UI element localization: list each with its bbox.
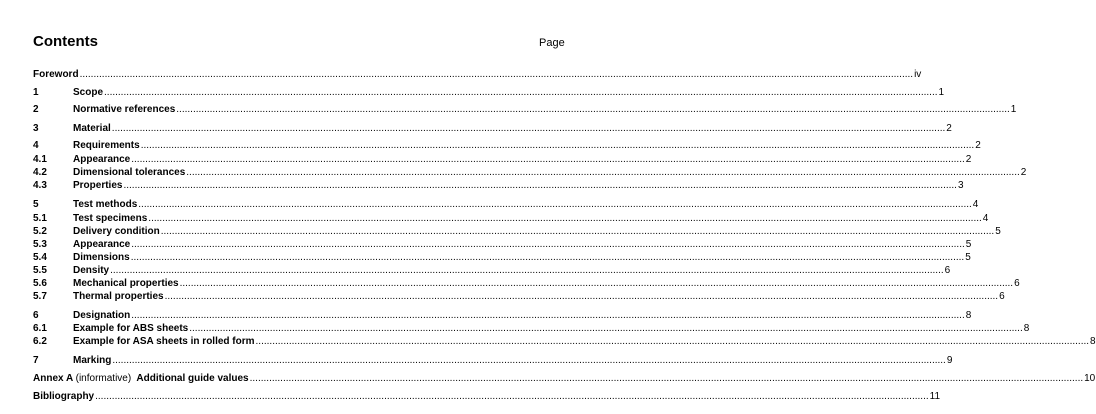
toc-entry-5[interactable] — [33, 198, 979, 211]
dot-leader: ............................................................................................................................................................................................................................................................................................................ — [164, 291, 999, 302]
toc-entry-7[interactable] — [33, 354, 953, 367]
toc-entry-label: Density — [73, 265, 110, 276]
toc-entry-label: Test specimens — [73, 213, 148, 224]
dot-leader: ............................................................................................................................................................................................................................................................................................................ — [130, 252, 965, 263]
toc-entry-page: 2 — [975, 140, 981, 151]
toc-entry-page: 8 — [1090, 336, 1096, 347]
dot-leader: ............................................................................................................................................................................................................................................................................................................ — [131, 154, 965, 165]
toc-entry-number: 4.1 — [33, 154, 47, 165]
toc-entry-page: 2 — [965, 154, 972, 165]
toc-entry-5-5[interactable] — [33, 264, 951, 277]
toc-entry-label: Dimensional tolerances — [73, 167, 186, 178]
toc-entry-page: 8 — [1023, 323, 1030, 334]
toc-entry-5-1[interactable] — [33, 212, 989, 225]
toc-entry-number: 5.7 — [33, 291, 47, 302]
toc-entry-label: Marking — [73, 355, 112, 366]
toc-entry-label: Requirements — [73, 140, 140, 151]
toc-entry-number: 5.1 — [33, 213, 47, 224]
toc-entry-page: 9 — [946, 355, 953, 366]
toc-entry-label: Appearance — [73, 239, 131, 250]
toc-entry-number: 7 — [33, 355, 39, 366]
toc-entry-label: Mechanical properties — [73, 278, 179, 289]
toc-entry-3[interactable] — [33, 122, 952, 135]
toc-entry-5-2[interactable] — [33, 225, 1001, 238]
dot-leader: ............................................................................................................................................................................................................................................................................................................ — [189, 323, 1023, 334]
toc-entry-page: 6 — [1014, 278, 1020, 289]
dot-leader: ............................................................................................................................................................................................................................................................................................................ — [179, 278, 1014, 289]
toc-entry-page: 1 — [1010, 104, 1017, 115]
toc-entry-number: 6.1 — [33, 323, 47, 334]
toc-entry-label: Material — [73, 123, 111, 134]
toc-entry-page: 5 — [995, 226, 1001, 237]
page-column-header: Page — [539, 37, 565, 49]
toc-entry-6-1[interactable] — [33, 322, 1030, 335]
toc-entry-label: Properties — [73, 180, 123, 191]
dot-leader: ............................................................................................................................................................................................................................................................................................................ — [112, 355, 946, 366]
toc-entry-number: 3 — [33, 123, 39, 134]
toc-entry-label: Example for ASA sheets in rolled form — [73, 336, 255, 347]
dot-leader: ............................................................................................................................................................................................................................................................................................................ — [110, 265, 944, 276]
toc-entry-annex-a[interactable] — [33, 372, 1096, 385]
dot-leader: ............................................................................................................................................................................................................................................................................................................ — [140, 140, 975, 151]
dot-leader: ............................................................................................................................................................................................................................................................................................................ — [255, 336, 1090, 347]
dot-leader: ............................................................................................................................................................................................................................................................................................................ — [148, 213, 982, 224]
toc-entry-page: 2 — [1020, 167, 1027, 178]
toc-entry-5-4[interactable] — [33, 251, 971, 264]
toc-entry-4-1[interactable] — [33, 153, 972, 166]
toc-entry-page: iv — [914, 69, 922, 80]
dot-leader: ............................................................................................................................................................................................................................................................................................................ — [79, 69, 914, 80]
toc-entry-label: Scope — [73, 87, 104, 98]
toc-entry-label: Appearance — [73, 154, 131, 165]
toc-entry-page: 6 — [999, 291, 1005, 302]
dot-leader: ............................................................................................................................................................................................................................................................................................................ — [95, 391, 929, 402]
dot-leader: ............................................................................................................................................................................................................................................................................................................ — [186, 167, 1020, 178]
annex-type: (informative) — [75, 373, 132, 384]
toc-entry-label: Bibliography — [33, 391, 95, 402]
toc-entry-page: 6 — [944, 265, 951, 276]
toc-entry-bibliography[interactable] — [33, 390, 941, 403]
dot-leader: ............................................................................................................................................................................................................................................................................................................ — [131, 310, 965, 321]
toc-entry-page: 2 — [946, 123, 952, 134]
toc-entry-number: 1 — [33, 87, 39, 98]
toc-entry-label: Designation — [73, 310, 131, 321]
toc-entry-label: Thermal properties — [73, 291, 164, 302]
toc-entry-label: Normative references — [73, 104, 176, 115]
toc-entry-number: 6.2 — [33, 336, 47, 347]
toc-entry-label: Test methods — [73, 199, 138, 210]
toc-entry-number: 4.2 — [33, 167, 47, 178]
toc-entry-4-3[interactable] — [33, 179, 964, 192]
toc-entry-6[interactable] — [33, 309, 972, 322]
toc-entry-page: 5 — [965, 252, 971, 263]
toc-entry-page: 11 — [929, 391, 941, 402]
toc-entry-2[interactable] — [33, 103, 1017, 116]
toc-entry-4[interactable] — [33, 139, 981, 152]
dot-leader: ............................................................................................................................................................................................................................................................................................................ — [131, 239, 965, 250]
toc-entry-number: 2 — [33, 104, 39, 115]
dot-leader: ............................................................................................................................................................................................................................................................................................................ — [104, 87, 938, 98]
toc-entry-page: 4 — [972, 199, 979, 210]
toc-entry-6-2[interactable] — [33, 335, 1096, 348]
toc-entry-number: 5.5 — [33, 265, 47, 276]
toc-entry-label: Example for ABS sheets — [73, 323, 189, 334]
toc-entry-page: 4 — [982, 213, 989, 224]
dot-leader: ............................................................................................................................................................................................................................................................................................................ — [176, 104, 1010, 115]
toc-entry-1[interactable] — [33, 86, 945, 99]
toc-entry-number: 5 — [33, 199, 39, 210]
annex-title: Additional guide values — [136, 373, 249, 384]
toc-entry-number: 5.3 — [33, 239, 47, 250]
toc-entry-label: Dimensions — [73, 252, 130, 263]
dot-leader: ............................................................................................................................................................................................................................................................................................................ — [138, 199, 972, 210]
toc-entry-number: 4 — [33, 140, 39, 151]
toc-entry-5-7[interactable] — [33, 290, 1005, 303]
toc-entry-page: 10 — [1084, 373, 1096, 384]
annex-label: Annex A — [33, 373, 73, 384]
toc-entry-page: 8 — [965, 310, 972, 321]
toc-entry-label: Foreword — [33, 69, 79, 80]
toc-entry-5-6[interactable] — [33, 277, 1020, 290]
toc-entry-5-3[interactable] — [33, 238, 972, 251]
toc-entry-foreword[interactable] — [33, 68, 922, 81]
dot-leader: ............................................................................................................................................................................................................................................................................................................ — [160, 226, 995, 237]
page-title: Contents — [33, 33, 98, 50]
dot-leader: ............................................................................................................................................................................................................................................................................................................ — [123, 180, 957, 191]
toc-entry-page: 5 — [965, 239, 972, 250]
toc-entry-number: 4.3 — [33, 180, 47, 191]
toc-entry-page: 1 — [938, 87, 945, 98]
toc-entry-number: 6 — [33, 310, 39, 321]
toc-entry-page: 3 — [957, 180, 964, 191]
toc-entry-4-2[interactable] — [33, 166, 1027, 179]
toc-entry-label: Delivery condition — [73, 226, 160, 237]
toc-entry-number: 5.4 — [33, 252, 47, 263]
toc-entry-number: 5.6 — [33, 278, 47, 289]
dot-leader: ............................................................................................................................................................................................................................................................................................................ — [249, 373, 1084, 384]
toc-entry-label — [33, 373, 249, 385]
dot-leader: ............................................................................................................................................................................................................................................................................................................ — [111, 123, 946, 134]
toc-entry-number: 5.2 — [33, 226, 47, 237]
